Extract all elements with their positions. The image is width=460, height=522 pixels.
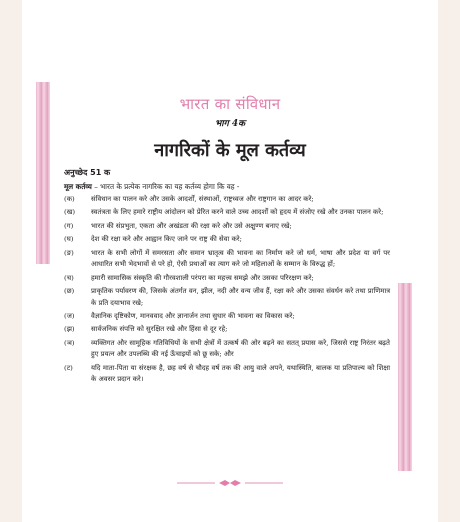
article-intro-text: – भारत के प्रत्येक नागरिक का यह कर्तव्य होगा कि वह -	[91, 182, 240, 191]
list-item	[64, 248, 390, 271]
part-title: भारत का संविधान	[179, 95, 281, 113]
duty-text: स्वतंत्रता के लिए हमारे राष्ट्रीय आंदोलन को प्रेरित करने वाले उच्च आदर्शों को हृदय में संजोए रखे और उनका पालन करे;	[91, 208, 384, 217]
list-item	[64, 286, 390, 309]
page-title: नागरिकों के मूल कर्तव्य	[154, 140, 306, 161]
duty-label: (घ)	[64, 235, 74, 244]
duty-label: (ट)	[64, 363, 73, 372]
article-number: अनुच्छेद 51 क	[64, 168, 111, 177]
duty-text: यदि माता-पिता या संरक्षक है, छह वर्ष से चौदह वर्ष तक की आयु वाले अपने, यथास्थिति, बालक या प्रतिपाल्य को शिक्षा के अवसर प्रदान करे।	[91, 363, 390, 384]
article-lead: मूल कर्तव्य	[64, 182, 92, 191]
article-intro	[64, 181, 386, 192]
duty-label: (छ)	[64, 287, 75, 296]
duties-list	[64, 194, 390, 388]
list-item	[64, 363, 390, 386]
duty-label: (ञ)	[64, 338, 75, 347]
list-item	[64, 207, 390, 218]
part-subtitle: भाग 4क	[214, 119, 246, 129]
list-item	[64, 324, 390, 335]
duty-label: (ज)	[64, 311, 75, 320]
duty-label: (च)	[64, 273, 74, 282]
duty-label: (झ)	[64, 325, 75, 334]
list-item	[64, 338, 390, 361]
ornament-divider-icon	[175, 478, 285, 488]
list-item	[64, 221, 390, 232]
list-item	[64, 194, 390, 205]
duty-text: सार्वजनिक संपत्ति को सुरक्षित रखे और हिंसा से दूर रहे;	[91, 325, 228, 334]
duty-label: (ङ)	[64, 248, 74, 257]
duty-text: वैज्ञानिक दृष्टिकोण, मानववाद और ज्ञानार्जन तथा सुधार की भावना का विकास करे;	[91, 311, 295, 320]
list-item	[64, 273, 390, 284]
duty-text: प्राकृतिक पर्यावरण की, जिसके अंतर्गत वन, झील, नदी और वन्य जीव हैं, रक्षा करे और उसका संवर्धन करे तथा प्राणिमात्र के प्रति दयाभाव रखे;	[91, 287, 390, 307]
duty-label: (ग)	[64, 221, 74, 230]
decorative-band-right	[398, 283, 412, 471]
list-item	[64, 234, 390, 245]
duty-text: व्यक्तिगत और सामूहिक गतिविधियों के सभी क्षेत्रों में उत्कर्ष की ओर बढ़ने का सतत् प्रयास करे, जिससे राष्ट्र निरंतर बढ़ते हुए प्रयत्न और उपलब्धि की नई ऊँचाइयों को छू सके; और	[91, 338, 390, 359]
duty-label: (क)	[64, 195, 75, 203]
duty-text: भारत के सभी लोगों में समरसता और समान भ्रातृत्व की भावना का निर्माण करे जो धर्म, भाषा और प्रदेश या वर्ग पर आधारित सभी भेदभावों से परे हो, ऐसी प्रथाओं का त्याग करे जो महिलाओं के सम्मान के विरुद्ध हों;	[91, 248, 390, 269]
list-item	[64, 311, 390, 322]
duty-label: (ख)	[64, 208, 76, 217]
duty-text: देश की रक्षा करे और आह्वान किए जाने पर राष्ट्र की सेवा करे;	[91, 235, 242, 244]
duty-text: भारत की संप्रभुता, एकता और अखंडता की रक्षा करे और उसे अक्षुण्ण बनाए रखे;	[91, 221, 292, 230]
duty-text: संविधान का पालन करे और उसके आदर्शों, संस्थाओं, राष्ट्रध्वज और राष्ट्रगान का आदर करे;	[91, 195, 314, 203]
duty-text: हमारी सामासिक संस्कृति की गौरवशाली परंपरा का महत्त्व समझे और उसका परिरक्षण करे;	[91, 273, 314, 282]
